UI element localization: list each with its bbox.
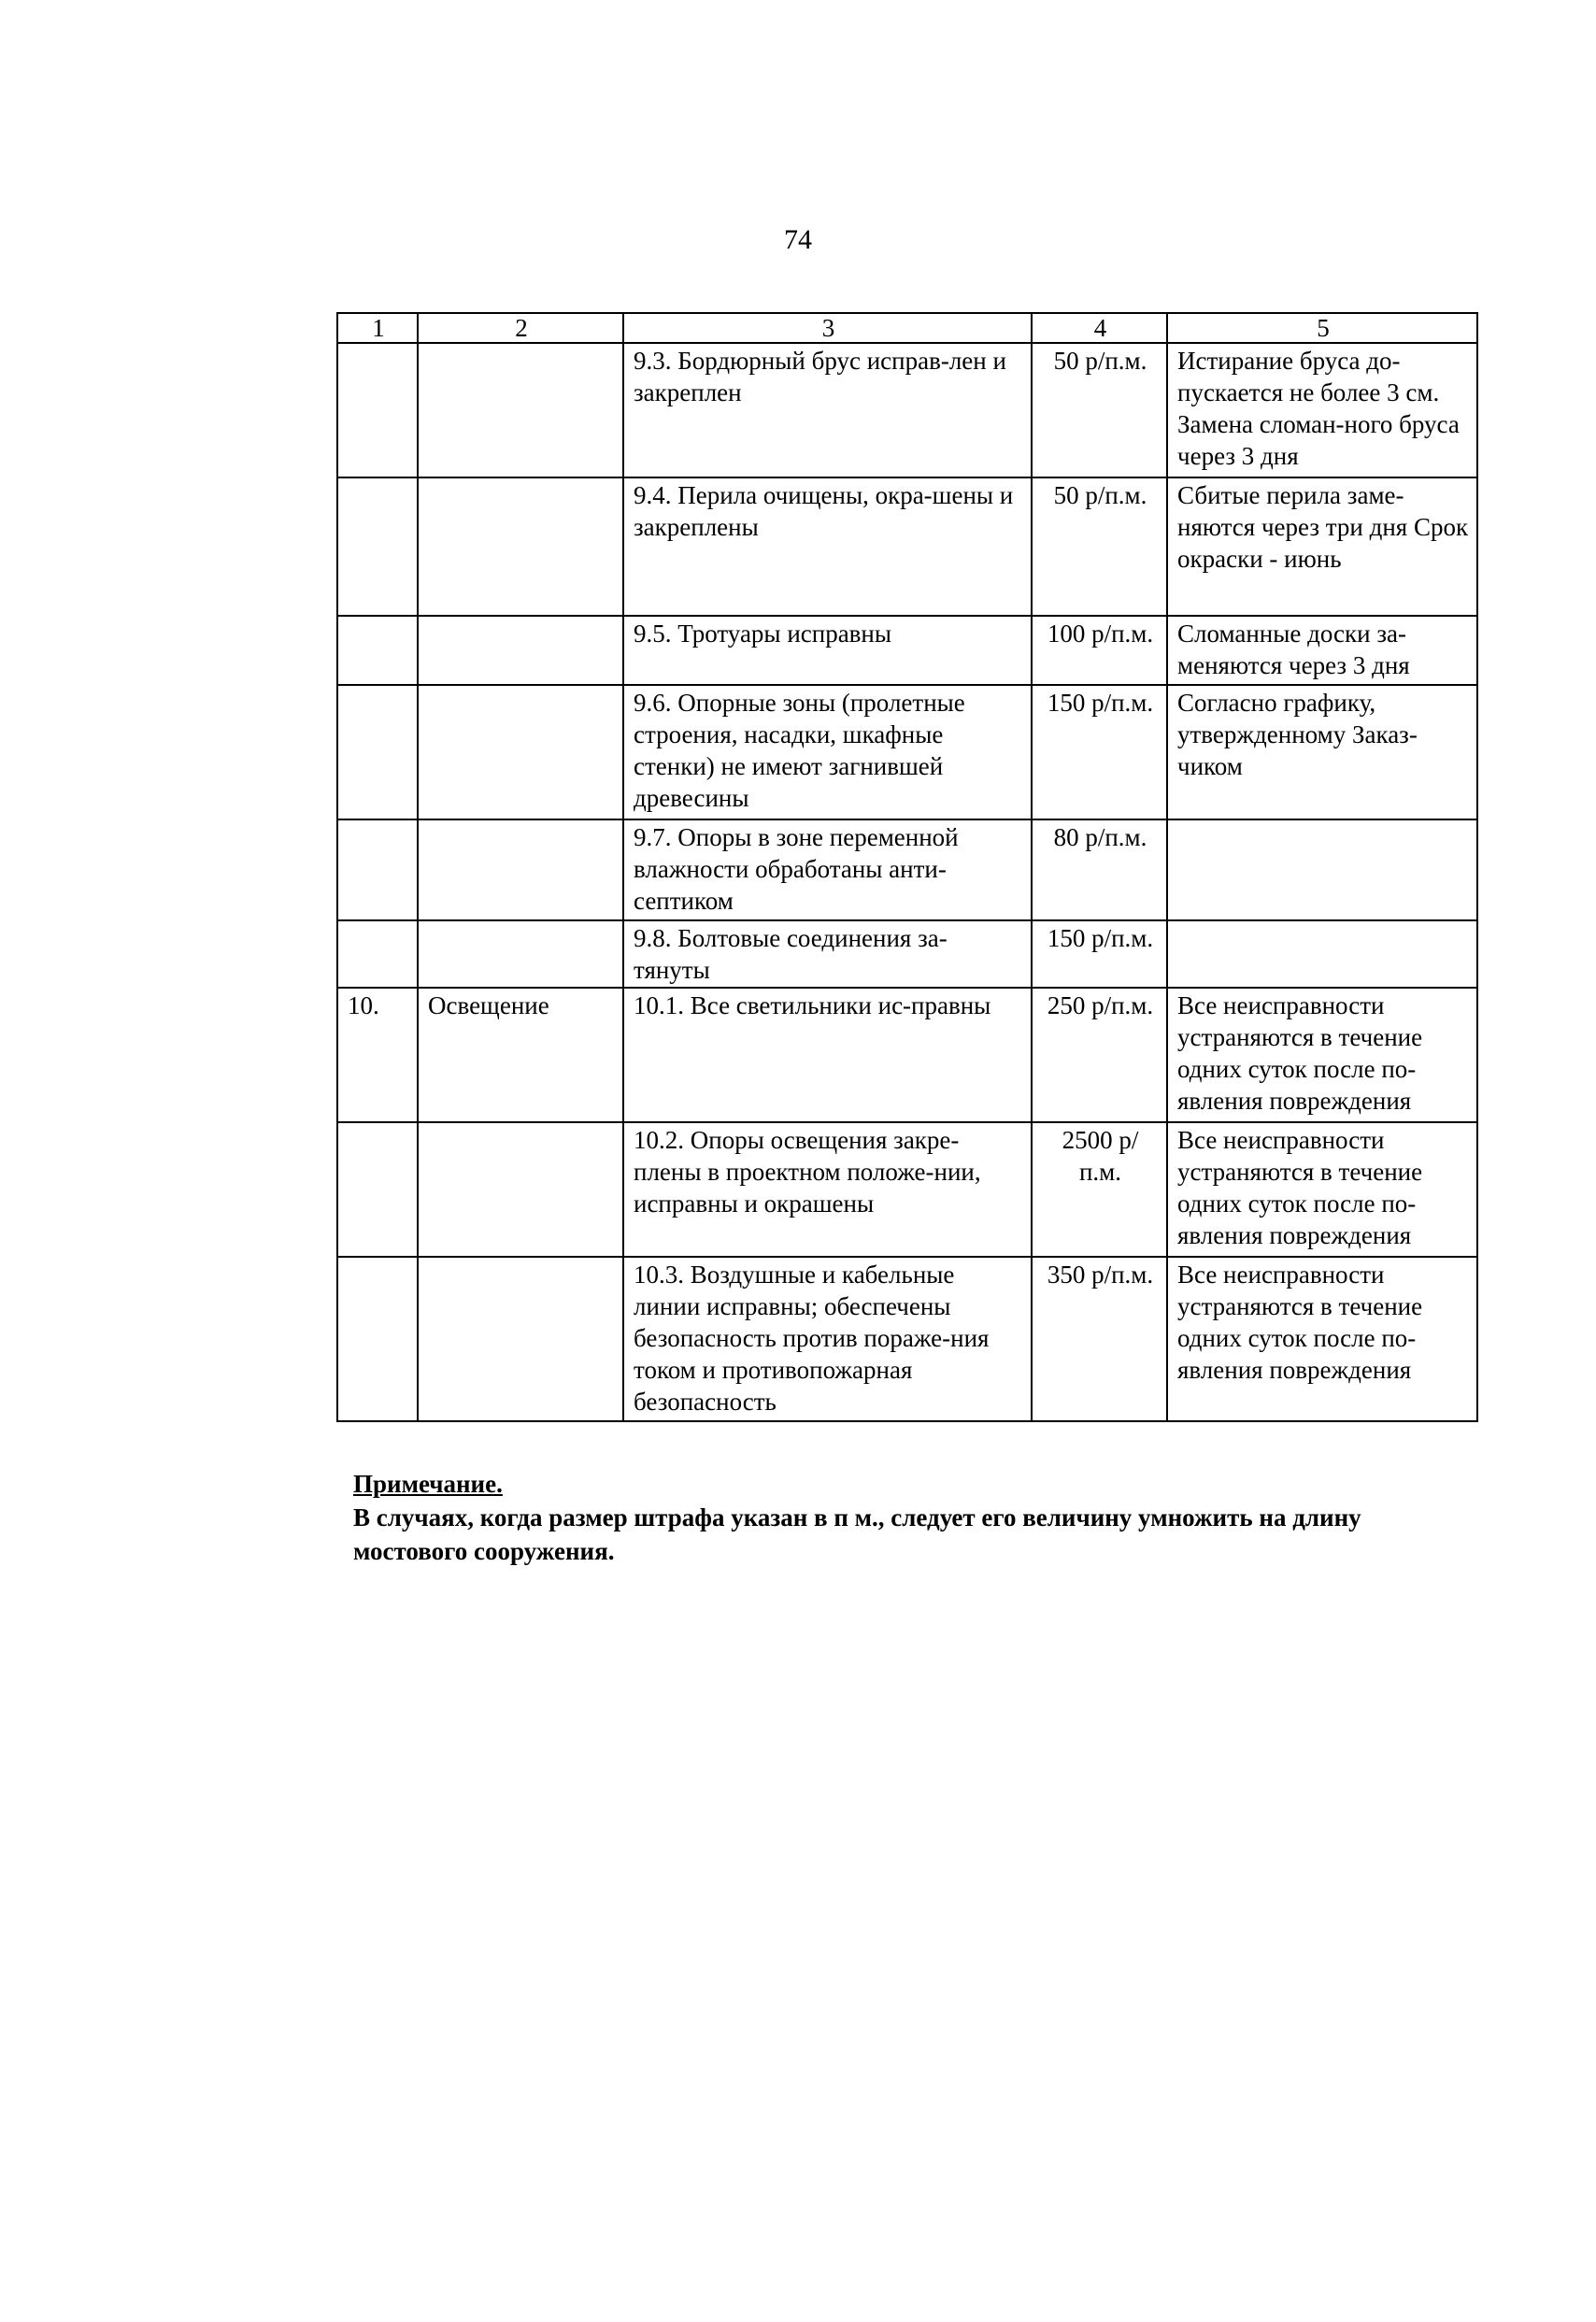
table-header-row <box>337 313 1477 343</box>
row-number-cell <box>337 477 418 616</box>
row-number-cell <box>337 616 418 685</box>
requirement-cell: 9.4. Перила очищены, окра-шены и закреплены <box>623 477 1032 616</box>
row-number-cell <box>337 920 418 988</box>
footnote-text: В случаях, когда размер штрафа указан в п м., следует его величину умножить на длину мостового сооружения. <box>353 1503 1361 1565</box>
fine-cell: 250 р/п.м. <box>1032 988 1167 1122</box>
footnote <box>353 1467 1475 1568</box>
fine-cell: 150 р/п.м. <box>1032 920 1167 988</box>
row-number-cell <box>337 819 418 920</box>
section-cell <box>418 819 623 920</box>
fine-cell: 50 р/п.м. <box>1032 477 1167 616</box>
section-cell <box>418 1122 623 1257</box>
remark-cell: Все неисправности устраняются в течение одних суток после по-явления повреждения <box>1167 1122 1477 1257</box>
row-number-cell <box>337 1257 418 1421</box>
column-header-3: 3 <box>623 313 1032 343</box>
table-row <box>337 477 1477 616</box>
table-row <box>337 1257 1477 1421</box>
remark-cell: Согласно графику, утвержденному Заказ-чиком <box>1167 685 1477 819</box>
table-row <box>337 343 1477 477</box>
table-row <box>337 988 1477 1122</box>
requirement-cell: 10.1. Все светильники ис-правны <box>623 988 1032 1122</box>
section-cell <box>418 920 623 988</box>
column-header-5: 5 <box>1167 313 1477 343</box>
requirement-cell: 9.7. Опоры в зоне переменной влажности обработаны анти-септиком <box>623 819 1032 920</box>
requirements-table <box>336 312 1478 1422</box>
remark-cell: Все неисправности устраняются в течение одних суток после по-явления повреждения <box>1167 988 1477 1122</box>
requirement-cell: 9.6. Опорные зоны (пролетные строения, насадки, шкафные стенки) не имеют загнившей древесины <box>623 685 1032 819</box>
section-cell <box>418 685 623 819</box>
table-row <box>337 819 1477 920</box>
column-header-4: 4 <box>1032 313 1167 343</box>
fine-cell: 2500 р/п.м. <box>1032 1122 1167 1257</box>
fine-cell: 50 р/п.м. <box>1032 343 1167 477</box>
column-header-1: 1 <box>337 313 418 343</box>
table-row <box>337 1122 1477 1257</box>
remark-cell: Сбитые перила заме-няются через три дня Срок окраски - июнь <box>1167 477 1477 616</box>
table-row <box>337 920 1477 988</box>
section-cell <box>418 343 623 477</box>
requirement-cell: 9.8. Болтовые соединения за-тянуты <box>623 920 1032 988</box>
page-number: 74 <box>784 224 812 255</box>
fine-cell: 100 р/п.м. <box>1032 616 1167 685</box>
remark-cell: Сломанные доски за-меняются через 3 дня <box>1167 616 1477 685</box>
table-row <box>337 616 1477 685</box>
fine-cell: 350 р/п.м. <box>1032 1257 1167 1421</box>
requirement-cell: 9.3. Бордюрный брус исправ-лен и закреплен <box>623 343 1032 477</box>
table-row <box>337 685 1477 819</box>
section-cell: Освещение <box>418 988 623 1122</box>
row-number-cell <box>337 1122 418 1257</box>
column-header-2: 2 <box>418 313 623 343</box>
remark-cell: Истирание бруса до-пускается не более 3 см. Замена сломан-ного бруса через 3 дня <box>1167 343 1477 477</box>
requirement-cell: 9.5. Тротуары исправны <box>623 616 1032 685</box>
section-cell <box>418 616 623 685</box>
fine-cell: 80 р/п.м. <box>1032 819 1167 920</box>
remark-cell: Все неисправности устраняются в течение одних суток после по-явления повреждения <box>1167 1257 1477 1421</box>
section-cell <box>418 1257 623 1421</box>
requirement-cell: 10.2. Опоры освещения закре-плены в проектном положе-нии, исправны и окрашены <box>623 1122 1032 1257</box>
requirement-cell: 10.3. Воздушные и кабельные линии исправны; обеспечены безопасность против пораже-ния током и противопожарная безопасность <box>623 1257 1032 1421</box>
fine-cell: 150 р/п.м. <box>1032 685 1167 819</box>
remark-cell <box>1167 819 1477 920</box>
remark-cell <box>1167 920 1477 988</box>
section-cell <box>418 477 623 616</box>
row-number-cell <box>337 685 418 819</box>
row-number-cell <box>337 343 418 477</box>
row-number-cell: 10. <box>337 988 418 1122</box>
footnote-title: Примечание. <box>353 1470 503 1498</box>
